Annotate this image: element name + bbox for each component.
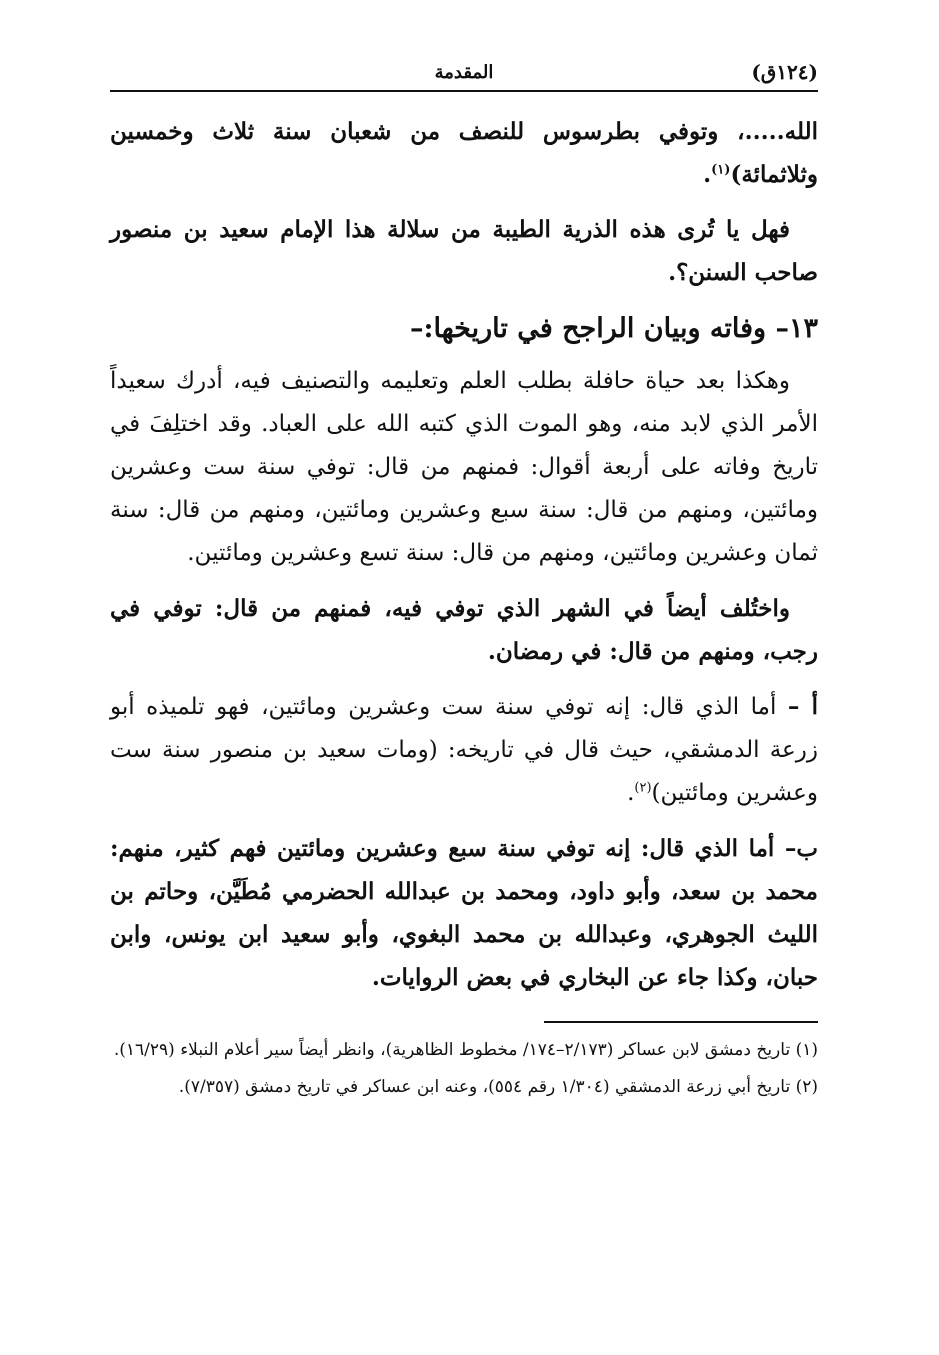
paragraph-end: . [703,161,712,188]
paragraph-end: . [627,780,635,806]
list-marker-b: ب– [784,835,818,862]
paragraph-quote-end [110,110,818,196]
book-page [110,60,818,1330]
list-marker-a: أ – [787,693,819,720]
footnote-divider [544,1021,818,1023]
paragraph-opinion-b [110,827,818,999]
footnote-2: (٢) تاريخ أبي زرعة الدمشقي (١/٣٠٤ رقم ٥٥٤)، وعنه ابن عساكر في تاريخ دمشق (٧/٣٥٧). [178,1077,818,1097]
footnote-1: (١) تاريخ دمشق لابن عساكر (٢/١٧٣–١٧٤/ مخطوط الظاهرية)، وانظر أيضاً سير أعلام النبلاء (١٦/٢٩). [113,1040,818,1060]
page-number: (١٢٤ق) [751,60,818,84]
paragraph-death-month: واختُلف أيضاً في الشهر الذي توفي فيه، فمنهم من قال: توفي في رجب، ومنهم من قال: في رمضان. [110,595,818,665]
paragraph-text: أما الذي قال: إنه توفي سنة ست وعشرين ومائتين، فهو تلميذه أبو زرعة الدمشقي، حيث قال في تاريخه: (ومات سعيد بن منصور سنة ست وعشرين ومائتين) [110,694,818,806]
section-title: المقدمة [434,62,494,83]
paragraph-opinion-a [110,685,818,815]
footnote-ref-2: (٢) [634,780,652,796]
section-heading: ١٣– وفاته وبيان الراجح في تاريخها:– [410,313,818,344]
paragraph-text: أما الذي قال: إنه توفي سنة سبع وعشرين ومائتين فهم كثير، منهم: محمد بن سعد، وأبو داود، ومحمد بن عبدالله الحضرمي مُطَيَّن، وحاتم بن الليث الجوهري، وعبدالله بن محمد البغوي، وأبو سعيد ابن يونس، وابن حبان، وكذا جاء عن البخاري في بعض الروايات. [110,835,818,991]
running-header [110,60,818,92]
paragraph-text: الله.....، وتوفي بطرسوس للنصف من شعبان سنة ثلاث وخمسين وثلاثمائة) [110,118,818,188]
paragraph-question: فهل يا تُرى هذه الذرية الطيبة من سلالة هذا الإمام سعيد بن منصور صاحب السنن؟. [110,216,818,286]
paragraph-death-dates: وهكذا بعد حياة حافلة بطلب العلم وتعليمه والتصنيف فيه، أدرك سعيداً الأمر الذي لابد منه، وهو الموت الذي كتبه الله على العباد. وقد اختلِفَ في تاريخ وفاته على أربعة أقوال: فمنهم من قال: توفي سنة ست وعشرين ومائتين، ومنهم من قال: سنة سبع وعشرين ومائتين، ومنهم من قال: سنة ثمان وعشرين ومائتين، ومنهم من قال: سنة تسع وعشرين ومائتين. [110,368,818,566]
footnote-ref-1: (١) [711,162,731,178]
